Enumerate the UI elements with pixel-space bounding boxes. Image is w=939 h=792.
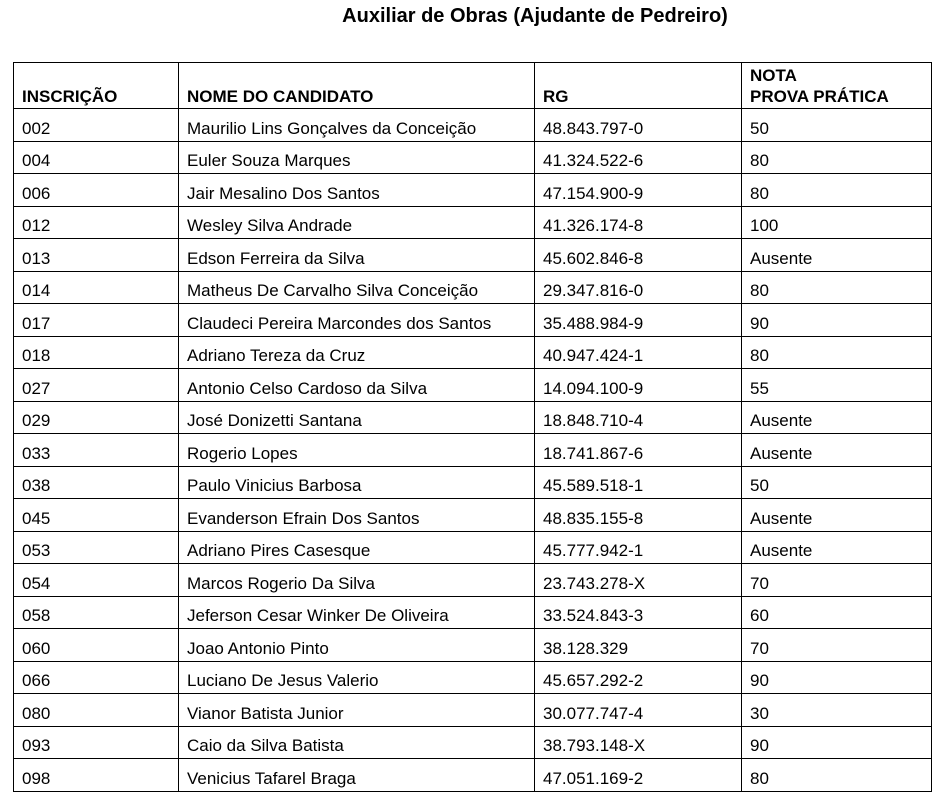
table-row bbox=[14, 434, 932, 467]
cell-inscricao: 098 bbox=[14, 759, 179, 792]
cell-nome-candidato: Paulo Vinicius Barbosa bbox=[179, 466, 535, 499]
cell-rg: 18.741.867-6 bbox=[535, 434, 742, 467]
results-table bbox=[13, 62, 932, 792]
cell-inscricao: 060 bbox=[14, 629, 179, 662]
cell-inscricao: 012 bbox=[14, 206, 179, 239]
cell-nome-candidato: Adriano Pires Casesque bbox=[179, 531, 535, 564]
table-row bbox=[14, 304, 932, 337]
cell-nota: 30 bbox=[742, 694, 932, 727]
cell-rg: 14.094.100-9 bbox=[535, 369, 742, 402]
cell-nome-candidato: Vianor Batista Junior bbox=[179, 694, 535, 727]
cell-inscricao: 093 bbox=[14, 726, 179, 759]
table-row bbox=[14, 596, 932, 629]
cell-nota: Ausente bbox=[742, 434, 932, 467]
header-rg: RG bbox=[535, 63, 742, 109]
cell-inscricao: 066 bbox=[14, 661, 179, 694]
table-row bbox=[14, 661, 932, 694]
cell-nome-candidato: Claudeci Pereira Marcondes dos Santos bbox=[179, 304, 535, 337]
cell-nota: 80 bbox=[742, 759, 932, 792]
cell-nome-candidato: Rogerio Lopes bbox=[179, 434, 535, 467]
cell-nome-candidato: Euler Souza Marques bbox=[179, 141, 535, 174]
cell-rg: 18.848.710-4 bbox=[535, 401, 742, 434]
cell-nome-candidato: Joao Antonio Pinto bbox=[179, 629, 535, 662]
cell-nota: Ausente bbox=[742, 401, 932, 434]
cell-rg: 38.793.148-X bbox=[535, 726, 742, 759]
table-row bbox=[14, 109, 932, 142]
cell-inscricao: 033 bbox=[14, 434, 179, 467]
table-row bbox=[14, 694, 932, 727]
table-body bbox=[14, 109, 932, 792]
page-title: Auxiliar de Obras (Ajudante de Pedreiro) bbox=[342, 5, 728, 27]
cell-nome-candidato: Jair Mesalino Dos Santos bbox=[179, 174, 535, 207]
cell-nome-candidato: José Donizetti Santana bbox=[179, 401, 535, 434]
cell-nota: 60 bbox=[742, 596, 932, 629]
cell-rg: 45.602.846-8 bbox=[535, 239, 742, 272]
cell-rg: 45.589.518-1 bbox=[535, 466, 742, 499]
cell-nota: 55 bbox=[742, 369, 932, 402]
header-nome-candidato: NOME DO CANDIDATO bbox=[179, 63, 535, 109]
cell-nota: 90 bbox=[742, 661, 932, 694]
cell-inscricao: 006 bbox=[14, 174, 179, 207]
cell-inscricao: 029 bbox=[14, 401, 179, 434]
cell-rg: 33.524.843-3 bbox=[535, 596, 742, 629]
cell-rg: 41.324.522-6 bbox=[535, 141, 742, 174]
cell-inscricao: 017 bbox=[14, 304, 179, 337]
cell-rg: 45.657.292-2 bbox=[535, 661, 742, 694]
table-row bbox=[14, 726, 932, 759]
cell-nota: 50 bbox=[742, 466, 932, 499]
cell-nota: 50 bbox=[742, 109, 932, 142]
cell-rg: 35.488.984-9 bbox=[535, 304, 742, 337]
cell-inscricao: 058 bbox=[14, 596, 179, 629]
header-inscricao: INSCRIÇÃO bbox=[14, 63, 179, 109]
table-header-row bbox=[14, 63, 932, 109]
cell-rg: 47.051.169-2 bbox=[535, 759, 742, 792]
cell-nota: 70 bbox=[742, 564, 932, 597]
table-row bbox=[14, 206, 932, 239]
cell-rg: 48.835.155-8 bbox=[535, 499, 742, 532]
cell-rg: 23.743.278-X bbox=[535, 564, 742, 597]
cell-nome-candidato: Jeferson Cesar Winker De Oliveira bbox=[179, 596, 535, 629]
cell-nota: 100 bbox=[742, 206, 932, 239]
cell-inscricao: 045 bbox=[14, 499, 179, 532]
cell-nome-candidato: Marcos Rogerio Da Silva bbox=[179, 564, 535, 597]
table-row bbox=[14, 239, 932, 272]
cell-nota: 70 bbox=[742, 629, 932, 662]
cell-nota: 90 bbox=[742, 304, 932, 337]
cell-nome-candidato: Luciano De Jesus Valerio bbox=[179, 661, 535, 694]
cell-inscricao: 053 bbox=[14, 531, 179, 564]
table-row bbox=[14, 141, 932, 174]
header-nota-line2: PROVA PRÁTICA bbox=[750, 87, 889, 106]
cell-nota: Ausente bbox=[742, 531, 932, 564]
cell-nome-candidato: Wesley Silva Andrade bbox=[179, 206, 535, 239]
cell-rg: 41.326.174-8 bbox=[535, 206, 742, 239]
cell-inscricao: 027 bbox=[14, 369, 179, 402]
cell-nome-candidato: Adriano Tereza da Cruz bbox=[179, 336, 535, 369]
table-row bbox=[14, 531, 932, 564]
cell-rg: 30.077.747-4 bbox=[535, 694, 742, 727]
table-row bbox=[14, 401, 932, 434]
cell-rg: 40.947.424-1 bbox=[535, 336, 742, 369]
cell-rg: 47.154.900-9 bbox=[535, 174, 742, 207]
table-row bbox=[14, 759, 932, 792]
table-row bbox=[14, 466, 932, 499]
cell-inscricao: 013 bbox=[14, 239, 179, 272]
cell-nota: Ausente bbox=[742, 499, 932, 532]
cell-nota: 80 bbox=[742, 336, 932, 369]
cell-nota: 80 bbox=[742, 271, 932, 304]
cell-nome-candidato: Caio da Silva Batista bbox=[179, 726, 535, 759]
cell-inscricao: 054 bbox=[14, 564, 179, 597]
cell-inscricao: 018 bbox=[14, 336, 179, 369]
table-row bbox=[14, 369, 932, 402]
cell-rg: 38.128.329 bbox=[535, 629, 742, 662]
table-row bbox=[14, 336, 932, 369]
cell-nota: 90 bbox=[742, 726, 932, 759]
cell-rg: 29.347.816-0 bbox=[535, 271, 742, 304]
header-nota-prova-pratica bbox=[742, 63, 932, 109]
cell-nome-candidato: Antonio Celso Cardoso da Silva bbox=[179, 369, 535, 402]
cell-nome-candidato: Edson Ferreira da Silva bbox=[179, 239, 535, 272]
cell-inscricao: 014 bbox=[14, 271, 179, 304]
table-row bbox=[14, 629, 932, 662]
cell-nota: 80 bbox=[742, 174, 932, 207]
cell-nome-candidato: Maurilio Lins Gonçalves da Conceição bbox=[179, 109, 535, 142]
cell-rg: 45.777.942-1 bbox=[535, 531, 742, 564]
cell-nome-candidato: Matheus De Carvalho Silva Conceição bbox=[179, 271, 535, 304]
cell-nome-candidato: Evanderson Efrain Dos Santos bbox=[179, 499, 535, 532]
header-nota-line1: NOTA bbox=[750, 66, 797, 85]
table-row bbox=[14, 499, 932, 532]
cell-inscricao: 002 bbox=[14, 109, 179, 142]
cell-rg: 48.843.797-0 bbox=[535, 109, 742, 142]
cell-inscricao: 004 bbox=[14, 141, 179, 174]
table-row bbox=[14, 564, 932, 597]
table-row bbox=[14, 271, 932, 304]
table-row bbox=[14, 174, 932, 207]
cell-nota: Ausente bbox=[742, 239, 932, 272]
cell-nota: 80 bbox=[742, 141, 932, 174]
cell-inscricao: 080 bbox=[14, 694, 179, 727]
cell-inscricao: 038 bbox=[14, 466, 179, 499]
cell-nome-candidato: Venicius Tafarel Braga bbox=[179, 759, 535, 792]
